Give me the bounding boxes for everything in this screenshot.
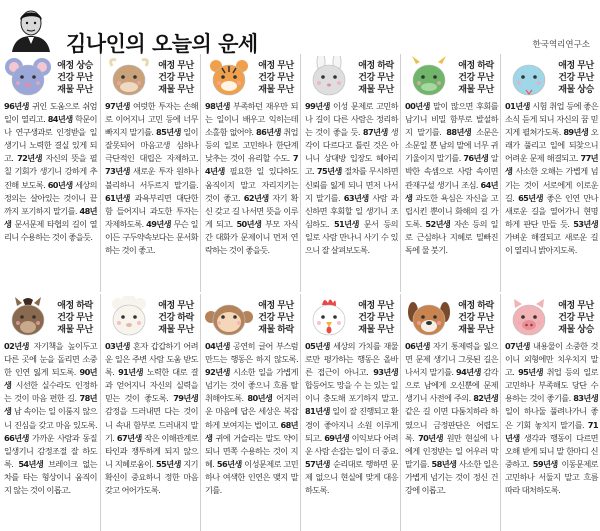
sheep-icon (104, 296, 154, 338)
fortune-sentence: 소문은 소문일 뿐 남의 말에 너무 귀 기울이지 말기를. (405, 127, 498, 164)
fortune-stat: 애정 무난 (158, 301, 194, 311)
fortune-text (4, 100, 97, 244)
fortune-row (0, 294, 600, 531)
fortune-stat: 건강 하락 (158, 313, 194, 323)
birth-year: 63년생 (343, 192, 369, 203)
fortune-sentence: 이성문제로 고민하나 여색한 인연은 맺지 말기를. (205, 458, 298, 496)
fortune-sentence: 이동문제로 고민하나 서둘지 말고 흐름 따라 대처하도록. (505, 458, 598, 496)
fortune-sentence: 자신의 뜻을 펼칠 기회가 생기니 강하게 추진해 보도록. (4, 153, 97, 190)
fortune-stat: 재물 무난 (258, 85, 294, 95)
fortune-sentence: 사소한 일은 가볍게 넘기는 것이 정신 건강에 이롭고. (405, 458, 498, 496)
zodiac-cell-horse (0, 294, 100, 531)
fortune-sentence: 일이 하나둘 풀려나가니 좋은 기회 놓치지 말기를. (505, 406, 598, 430)
fortune-sentence: 문서문제 타협의 길이 열리니 수용하는 것이 좋을듯. (4, 218, 97, 242)
fortune-stat: 애정 무난 (358, 301, 394, 311)
fortune-sentence: 자손 등의 일로 근심하나 지혜로 밀빠진 독에 물 붓기. (405, 218, 498, 256)
fortune-stat: 애정 무난 (258, 301, 294, 311)
fortune-row (0, 54, 600, 292)
birth-year: 62년생 (243, 192, 269, 203)
horse-icon (3, 296, 53, 338)
fortune-stats (52, 60, 98, 96)
author-portrait-icon (6, 4, 56, 52)
birth-year: 56년생 (216, 458, 242, 469)
birth-year: 55년생 (156, 458, 181, 469)
fortune-text (4, 340, 97, 497)
fortune-sentence: 가벼운 해결되고 새로운 길이 열리니 밝아지도록. (505, 231, 598, 256)
zodiac-cell-snake (500, 54, 600, 292)
birth-year: 82년생 (473, 393, 498, 404)
birth-year: 61년생 (105, 192, 130, 203)
zodiac-cell-ox (100, 54, 200, 292)
birth-year: 50년생 (236, 218, 262, 229)
birth-year: 02년생 (4, 341, 29, 351)
birth-year: 60년생 (47, 179, 73, 190)
fortune-sentence: 생각과 행동이 다르면 오해 받게 되니 말 한마디 신중하고. (505, 432, 598, 469)
fortune-sentence: 좋은 인연 만나 새로운 길을 열어가니 현명하게 판단 만들 듯. (505, 192, 598, 229)
fortune-sentence: 알박한 속셈으로 사람 속이면 관재구설 생기니 조심. (405, 153, 499, 190)
fortune-sentence: 이익보다 어려운 사람 손잡는 일이 더 중요. (305, 432, 398, 456)
fortune-sentence: 노력한 대로 결과 얻어지니 자신의 실력을 믿는 것이 좋도록. (105, 367, 198, 404)
tiger-icon (204, 56, 254, 98)
birth-year: 80년생 (247, 393, 273, 404)
pig-icon (504, 296, 554, 338)
birth-year: 66년생 (4, 432, 29, 443)
fortune-sentence: 여럿한 투자는 손해로 이어지니 고민 등에 너무 빠지지 말기를. (105, 101, 198, 138)
fortune-stat: 건강 무난 (458, 73, 494, 83)
birth-year: 89년생 (563, 127, 589, 138)
fortune-sentence: 합등어도 망을 수 는 있는 일이니 충도해 포기하지 말고. (305, 380, 398, 404)
dog-icon (404, 296, 454, 338)
fortune-sentence: 혼자 갑갑하기 어려운 일은 주변 사람 도움 받도록. (105, 341, 198, 378)
fortune-text (505, 340, 598, 497)
fortune-stat: 애정 무난 (258, 61, 294, 71)
birth-year: 57년생 (305, 458, 330, 469)
birth-year: 98년생 (205, 101, 230, 111)
fortune-text (205, 100, 298, 257)
fortune-stats (353, 60, 399, 96)
fortune-sentence: 감각으로 남에게 오신뿐에 문제 생기니 사전에 주의. (405, 367, 498, 404)
fortune-sentence: 과욕부리면 대단한 함 들어지니 과도한 투자는 자제하도록. (105, 192, 198, 229)
birth-year: 48년생 (4, 205, 97, 229)
fortune-text (105, 100, 198, 257)
zodiac-cell-rabbit (300, 54, 400, 292)
header (0, 0, 600, 54)
fortune-stat: 애정 하락 (458, 301, 494, 311)
fortune-sentence: 남 속이는 일 이룸지 않으니 진심을 갖고 마음 있도록. (4, 406, 97, 430)
zodiac-cell-monkey (200, 294, 300, 531)
fortune-sentence: 과도한 욕심은 자신을 고립시킨 뿐이니 화해의 길 가도록. (405, 192, 498, 229)
fortune-sentence: 시험 취업 등에 좋은 소식 듣게 되니 자신의 꿈 믿지게 펼쳐가도록. (505, 101, 598, 138)
fortune-sentence: 순리대로 행하면 문제 없으니 현실에 맞게 대응하도록. (305, 458, 398, 496)
birth-year: 51년생 (333, 218, 359, 229)
fortune-sentence: 무슨 일이든 구두약속보다는 문서화 하는 것이 좋고. (105, 218, 198, 256)
zodiac-cell-rat (0, 54, 100, 292)
fortune-text (205, 340, 298, 497)
fortune-stat: 건강 무난 (258, 73, 294, 83)
fortune-stat: 애정 무난 (558, 301, 594, 311)
fortune-stat: 재물 무난 (358, 85, 394, 95)
fortune-sentence: 이성 문제로 고민하나 길이 다른 사람은 정리하는 것이 좋을 듯. (305, 101, 398, 138)
birth-year: 68년생 (205, 419, 298, 443)
fortune-sentence: 오래가 풀리고 일에 되찾으니 어려운 문제 해결되고. (505, 127, 599, 164)
fortune-sentence: 자기책을 높이두고 다른 곳에 눈을 돌리면 소중한 인연 잃게 되도록. (4, 341, 97, 378)
birth-year: 85년생 (156, 127, 181, 138)
birth-year: 70년생 (418, 432, 443, 443)
fortune-stat: 애정 무난 (558, 61, 594, 71)
fortune-stat: 건강 무난 (57, 73, 93, 83)
birth-year: 79년생 (173, 393, 198, 404)
fortune-stat: 재물 무난 (458, 325, 494, 335)
fortune-sentence: 작은 이해관계로 타인과 쟁투하게 되지 않으니 지혜로움이. (105, 432, 198, 469)
fortune-stat: 재물 무난 (57, 85, 93, 95)
birth-year: 90년생 (4, 367, 97, 391)
fortune-sentence: 말이 많으면 후회를 남기니 비밀 함부로 발설하지 말기를. (405, 101, 498, 138)
birth-year: 06년생 (405, 341, 430, 351)
birth-year: 77년생 (505, 153, 598, 177)
dragon-icon (404, 56, 454, 98)
birth-year: 83년생 (573, 393, 598, 404)
birth-year: 54년생 (18, 458, 44, 469)
birth-year: 01년생 (505, 101, 530, 111)
birth-year: 87년생 (362, 127, 388, 138)
fortune-stat: 건강 무난 (358, 73, 394, 83)
birth-year: 59년생 (532, 458, 558, 469)
zodiac-cell-dog (400, 294, 500, 531)
fortune-stats (553, 60, 599, 96)
fortune-sentence: 부모 자식 간 대화가 문제이니 먼저 연락하는 것이 좋을듯. (205, 218, 298, 256)
birth-year: 05년생 (305, 341, 330, 351)
fortune-stats (153, 300, 199, 336)
rabbit-icon (304, 56, 354, 98)
birth-year: 53년생 (573, 218, 598, 229)
fortune-sentence: 원만 현실에 나에게 인정받는 일 어우러 막 말기를. (405, 432, 498, 469)
birth-year: 74년생 (205, 153, 298, 177)
fortune-stat: 재물 상승 (558, 85, 594, 95)
fortune-sentence: 내용물이 소중한 것이니 외형에만 치우치지 말고. (505, 341, 598, 378)
birth-year: 88년생 (446, 127, 472, 138)
fortune-sentence: 취업 등의 일로 고민하나 한단계 낮추는 것이 유리할 수도. (205, 127, 298, 164)
fortune-sentence: 감정을 드러내면 다는 것이니 속내 함부로 드러내지 말기. (105, 406, 198, 443)
fortune-stat: 애정 무난 (158, 61, 194, 71)
fortune-sentence: 일이 잘 진행되고 환경이 좋아지니 소원 이루게 되고. (305, 406, 398, 443)
birth-year: 49년생 (146, 218, 171, 229)
zodiac-cell-pig (500, 294, 600, 531)
fortune-sentence: 세상의 가치를 재물로만 평가하는 행동은 올바른 접근이 아니고. (305, 341, 398, 378)
fortune-sentence: 같은 길 이면 다툼치하라 하였으니 금정판단은 어렵도록. (405, 406, 498, 443)
birth-year: 64년생 (405, 179, 498, 203)
birth-year: 96년생 (4, 101, 29, 111)
birth-year: 52년생 (425, 218, 451, 229)
fortune-stats (553, 300, 599, 336)
fortune-text (305, 340, 398, 497)
fortune-stat: 재물 무난 (458, 85, 494, 95)
fortune-stats (52, 300, 98, 336)
birth-year: 91년생 (118, 367, 143, 378)
fortune-stat: 재물 무난 (57, 325, 93, 335)
birth-year: 78년생 (4, 393, 97, 417)
fortune-sentence: 새로운 투자 원하나 불리하니 서두르지 말기를. (105, 166, 198, 190)
fortune-sentence: 브레이크 없는 차를 타는 형상이니 움직이지 않는 것이 이롭고. (4, 458, 97, 496)
fortune-stat: 건강 무난 (558, 313, 594, 323)
fortune-sentence: 학문이나 연구생과로 인정받을 일 생기니 노력한 결실 있게 되고. (4, 114, 97, 164)
birth-year: 67년생 (116, 432, 142, 443)
birth-year: 58년생 (431, 458, 457, 469)
fortune-sentence: 자기 확신 갖고 길 나서면 뜻을 이루게 되고. (205, 192, 298, 229)
source-label: 한국역리연구소 (532, 40, 590, 50)
fortune-sentence: 일이 잘못되어 마음고생 심하나 극단적인 대립은 자제하고. (105, 127, 198, 164)
zodiac-cell-rooster (300, 294, 400, 531)
birth-year: 95년생 (518, 367, 543, 378)
fortune-stat: 건강 무난 (458, 313, 494, 323)
fortune-sentence: 자기 통제력을 잃으면 문제 생기니 그릇된 길은 나서지 말기를. (405, 341, 498, 378)
birth-year: 00년생 (405, 101, 430, 111)
fortune-sentence: 공연히 글어 부스럼 만드는 행동은 하지 않도록. (205, 341, 298, 365)
fortune-sentence: 지기 확신이 중요하니 정한 마음 갖고 어어가도록. (105, 458, 198, 496)
birth-year: 72년생 (17, 153, 42, 164)
fortune-stat: 재물 하락 (258, 325, 294, 335)
ox-icon (104, 56, 154, 98)
fortune-text (405, 100, 498, 257)
fortune-stats (153, 60, 199, 96)
fortune-text (305, 100, 398, 257)
fortune-stat: 건강 무난 (258, 313, 294, 323)
fortune-stat: 건강 무난 (158, 73, 194, 83)
fortune-sentence: 가까운 사람과 동질 일생기니 감정조절 잘 하도록. (4, 432, 97, 469)
birth-year: 93년생 (373, 367, 398, 378)
fortune-stats (453, 300, 499, 336)
fortune-stat: 건강 무난 (358, 313, 394, 323)
birth-year: 76년생 (463, 153, 489, 164)
fortune-sentence: 사소한 오해는 가볍게 넘기는 것이 서로에게 이로운 길. (505, 166, 598, 203)
fortune-stat: 애정 하락 (57, 301, 93, 311)
fortune-sentence: 사람 과신하면 후회할 일 생기니 조심하도. (305, 192, 398, 229)
fortune-text (505, 100, 598, 257)
fortune-sentence: 시선한 실수라도 인정하는 것이 마음 편한 길. (4, 380, 97, 404)
fortune-text (405, 340, 498, 497)
snake-icon (504, 56, 554, 98)
fortune-sentence: 시소한 일을 가볍게 넘기는 것이 좋으니 흐름 탈취해야도록. (205, 367, 298, 404)
birth-year: 07년생 (505, 341, 530, 351)
birth-year: 86년생 (256, 127, 281, 138)
fortune-stat: 건강 무난 (57, 313, 93, 323)
birth-year: 03년생 (105, 341, 130, 351)
fortune-sentence: 생각이 다르다고 틀린 것은 아니니 상대방 입장도 헤아리고. (305, 127, 398, 177)
fortune-stat: 애정 하락 (458, 61, 494, 71)
fortune-stat: 애정 상승 (57, 61, 93, 71)
birth-year: 92년생 (205, 367, 230, 378)
birth-year: 97년생 (105, 101, 130, 111)
fortune-stat: 재물 무난 (158, 85, 194, 95)
fortune-sentence: 취업 등의 일로 고민하나 부족해도 당단 수용하는 것이 좋기를. (505, 367, 598, 404)
fortune-sentence: 세상의 정의는 살아있는 것이니 끝까지 포기하지 말기를. (4, 179, 97, 216)
birth-year: 73년생 (105, 166, 130, 177)
fortune-sentence: 어지러운 마음에 답은 세상은 복잡하게 보여지는 법이고. (205, 393, 298, 430)
fortune-stats (253, 300, 299, 336)
fortune-sentence: 부족하던 재우만 되는 일이니 배우고 익히는데 소홀함 없어야. (205, 101, 298, 138)
fortune-sentence: 문서 등의 일로 사람 만나니 사기 수 있으니 잘 살펴보도록. (305, 218, 398, 256)
fortune-sentence: 귀에 거슬리는 말도 약이 되니 면쪽 수용하는 것이 지혜. (205, 432, 298, 469)
fortune-grid (0, 54, 600, 531)
fortune-stats (353, 300, 399, 336)
fortune-stat: 재물 무난 (358, 325, 394, 335)
page-title: 김나인의 오늘의 운세 (66, 32, 258, 56)
fortune-text (105, 340, 198, 497)
birth-year: 99년생 (305, 101, 330, 111)
fortune-stat: 재물 상승 (558, 325, 594, 335)
fortune-stats (253, 60, 299, 96)
birth-year: 04년생 (205, 341, 230, 351)
birth-year: 71년생 (505, 419, 598, 443)
rat-icon (3, 56, 53, 98)
fortune-stat: 건강 무난 (558, 73, 594, 83)
fortune-sentence: 귀인 도움으로 쉬엄 일이 열리고. (4, 101, 97, 125)
rooster-icon (304, 296, 354, 338)
birth-year: 69년생 (324, 432, 349, 443)
zodiac-cell-dragon (400, 54, 500, 292)
zodiac-cell-tiger (200, 54, 300, 292)
fortune-stat: 애정 하락 (358, 61, 394, 71)
fortune-stats (453, 60, 499, 96)
fortune-stat: 재물 무난 (158, 325, 194, 335)
fortune-sentence: 필요한 일 있다하도 움직이지 말고 자리지키는 것이 좋고. (205, 166, 298, 203)
birth-year: 75년생 (316, 166, 342, 177)
birth-year: 84년생 (47, 114, 73, 125)
zodiac-cell-sheep (100, 294, 200, 531)
birth-year: 94년생 (456, 367, 481, 378)
monkey-icon (204, 296, 254, 338)
birth-year: 65년생 (518, 192, 543, 203)
birth-year: 81년생 (305, 406, 330, 417)
fortune-sentence: 절차를 무시하면 신뢰를 잃게 되니 면저 나서지 말기를. (305, 166, 398, 203)
